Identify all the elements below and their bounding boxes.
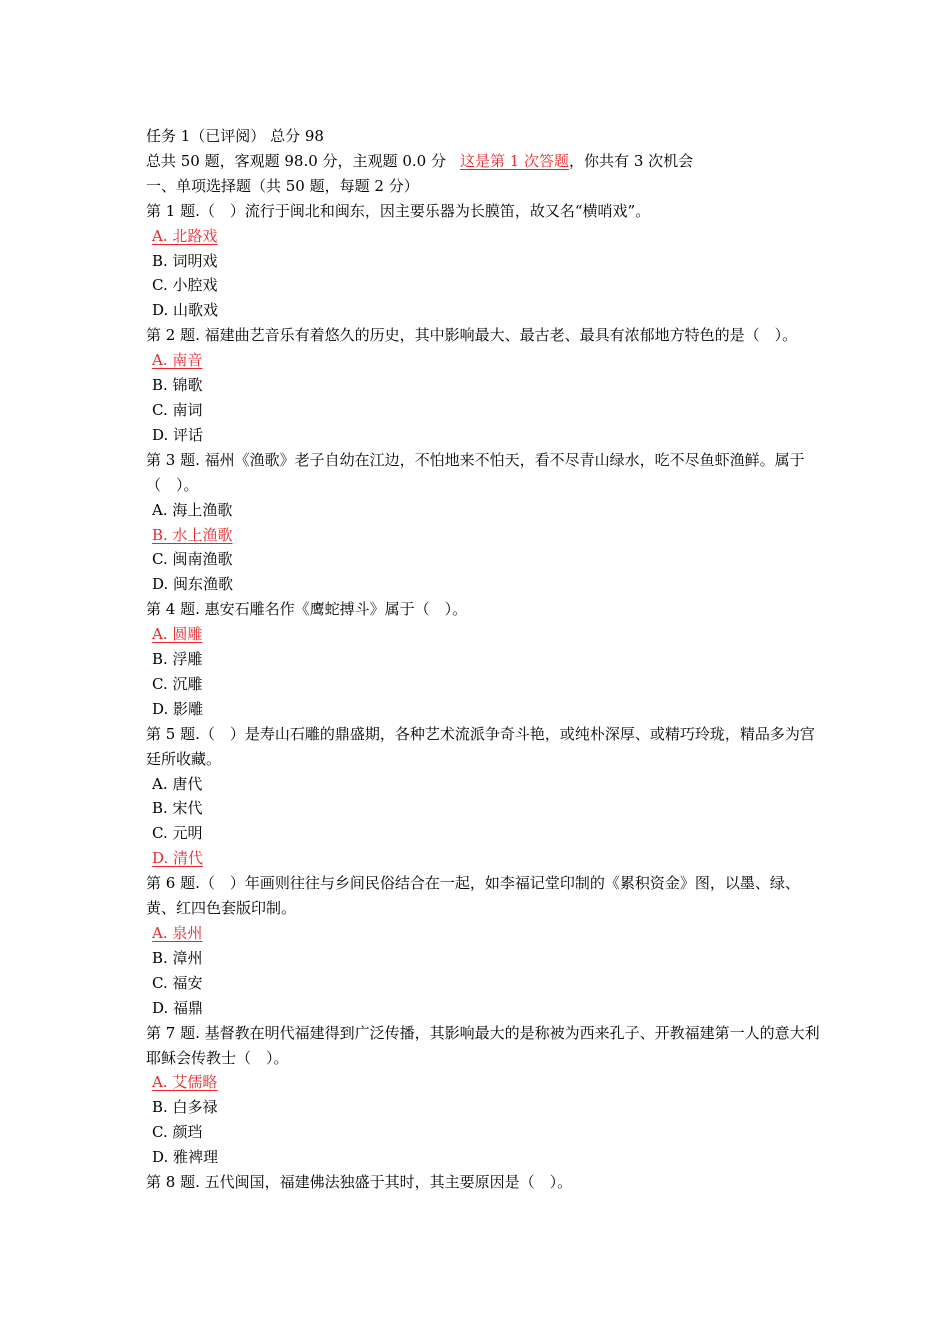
- answer-option[interactable]: [146, 1070, 821, 1095]
- question-text: 第 7 题. 基督教在明代福建得到广泛传播，其影响最大的是称被为西来孔子、开教福建第一人的意大利耶稣会传教士（ ）。: [146, 1023, 820, 1067]
- answer-option[interactable]: [146, 971, 821, 996]
- correct-answer-label: A. 泉州: [152, 924, 203, 942]
- correct-answer-label: A. 圆雕: [152, 625, 203, 644]
- question-text: 第 8 题. 五代闽国，福建佛法独盛于其时，其主要原因是（ ）。: [146, 1173, 573, 1192]
- question-text: 第 3 题. 福州《渔歌》老子自幼在江边，不怕地来不怕天，看不尽青山绿水，吃不尽鱼虾渔鲜。属于（ ）。: [146, 450, 805, 494]
- answer-option-label: D. 雅裨理: [152, 1148, 219, 1167]
- question-text: 第 4 题. 惠安石雕名作《鹰蛇搏斗》属于（ ）。: [146, 600, 468, 619]
- answer-option[interactable]: [146, 996, 821, 1021]
- correct-answer-label: D. 清代: [152, 849, 204, 868]
- answer-option[interactable]: [146, 622, 821, 647]
- question-block: [146, 871, 821, 1020]
- answer-option-label: B. 词明戏: [152, 251, 218, 270]
- attempt-link[interactable]: 这是第 1 次答题: [459, 151, 570, 170]
- answer-option-label: C. 颜珰: [152, 1123, 203, 1142]
- answer-option[interactable]: [146, 547, 821, 572]
- answer-option-label: B. 白多禄: [152, 1098, 218, 1117]
- answer-option-label: D. 山歌戏: [152, 301, 219, 320]
- question-block: [146, 448, 821, 597]
- question-block: [146, 199, 821, 324]
- question-text: 第 6 题.（ ）年画则往往与乡间民俗结合在一起，如李福记堂印制的《累积资金》图，以墨、绿、黄、红四色套版印制。: [146, 874, 800, 918]
- answer-option[interactable]: [146, 1120, 821, 1145]
- answer-option-label: C. 小腔戏: [152, 276, 218, 295]
- answer-option[interactable]: [146, 846, 821, 871]
- question-block: [146, 1021, 821, 1170]
- answer-option[interactable]: [146, 224, 821, 249]
- answer-option[interactable]: [146, 373, 821, 398]
- question-block: [146, 323, 821, 448]
- score-summary: [146, 149, 821, 174]
- answer-option[interactable]: [146, 572, 821, 597]
- answer-option-label: D. 影雕: [152, 699, 204, 718]
- answer-option-label: D. 闽东渔歌: [152, 575, 234, 594]
- answer-option-label: B. 宋代: [152, 799, 203, 818]
- section-title: 一、单项选择题（共 50 题，每题 2 分）: [146, 176, 419, 195]
- answer-option-label: A. 海上渔歌: [152, 500, 233, 519]
- correct-answer-label: A. 艾儒略: [152, 1073, 218, 1092]
- answer-option[interactable]: [146, 523, 821, 548]
- answer-option[interactable]: [146, 298, 821, 323]
- answer-option[interactable]: [146, 1095, 821, 1120]
- answer-option-label: D. 福鼎: [152, 998, 204, 1017]
- answer-option[interactable]: [146, 697, 821, 722]
- answer-option[interactable]: [146, 946, 821, 971]
- answer-option-label: C. 沉雕: [152, 674, 203, 693]
- answer-option[interactable]: [146, 348, 821, 373]
- answer-option-label: A. 唐代: [152, 774, 203, 793]
- answer-option[interactable]: [146, 249, 821, 274]
- answer-option-label: C. 元明: [152, 824, 203, 843]
- question-block: [146, 722, 821, 871]
- answer-option[interactable]: [146, 398, 821, 423]
- answer-option-label: D. 评话: [152, 425, 204, 444]
- answer-option-label: B. 浮雕: [152, 650, 203, 669]
- question-block: [146, 1170, 821, 1195]
- correct-answer-label: B. 水上渔歌: [152, 525, 233, 544]
- question-text: 第 2 题. 福建曲艺音乐有着悠久的历史，其中影响最大、最古老、最具有浓郁地方特色的是（ ）。: [146, 326, 798, 345]
- exam-document: [146, 124, 821, 1195]
- answer-option-label: C. 闽南渔歌: [152, 550, 233, 569]
- answer-option-label: B. 锦歌: [152, 376, 203, 395]
- answer-option-label: C. 福安: [152, 973, 203, 992]
- answer-option[interactable]: [146, 921, 821, 946]
- answer-option-label: C. 南词: [152, 400, 203, 419]
- answer-option[interactable]: [146, 273, 821, 298]
- answer-option[interactable]: [146, 1145, 821, 1170]
- answer-option[interactable]: [146, 821, 821, 846]
- answer-option[interactable]: [146, 796, 821, 821]
- question-text: 第 5 题.（ ）是寿山石雕的鼎盛期，各种艺术流派争奇斗艳，或纯朴深厚、或精巧玲珑，精品多为宫廷所收藏。: [146, 724, 815, 768]
- correct-answer-label: A. 南音: [152, 351, 203, 370]
- question-text: 第 1 题.（ ）流行于闽北和闽东，因主要乐器为长膜笛，故又名“横哨戏”。: [146, 201, 651, 220]
- answer-option[interactable]: [146, 498, 821, 523]
- answer-option[interactable]: [146, 647, 821, 672]
- summary-suffix: ，你共有 3 次机会: [569, 151, 694, 170]
- question-block: [146, 597, 821, 722]
- question-list: [146, 199, 821, 1195]
- correct-answer-label: A. 北路戏: [152, 226, 218, 245]
- answer-option-label: B. 漳州: [152, 948, 203, 967]
- summary-prefix: 总共 50 题，客观题 98.0 分，主观题 0.0 分: [146, 151, 446, 170]
- task-title: 任务 1（已评阅） 总分 98: [146, 127, 324, 145]
- answer-option[interactable]: [146, 772, 821, 797]
- answer-option[interactable]: [146, 423, 821, 448]
- answer-option[interactable]: [146, 672, 821, 697]
